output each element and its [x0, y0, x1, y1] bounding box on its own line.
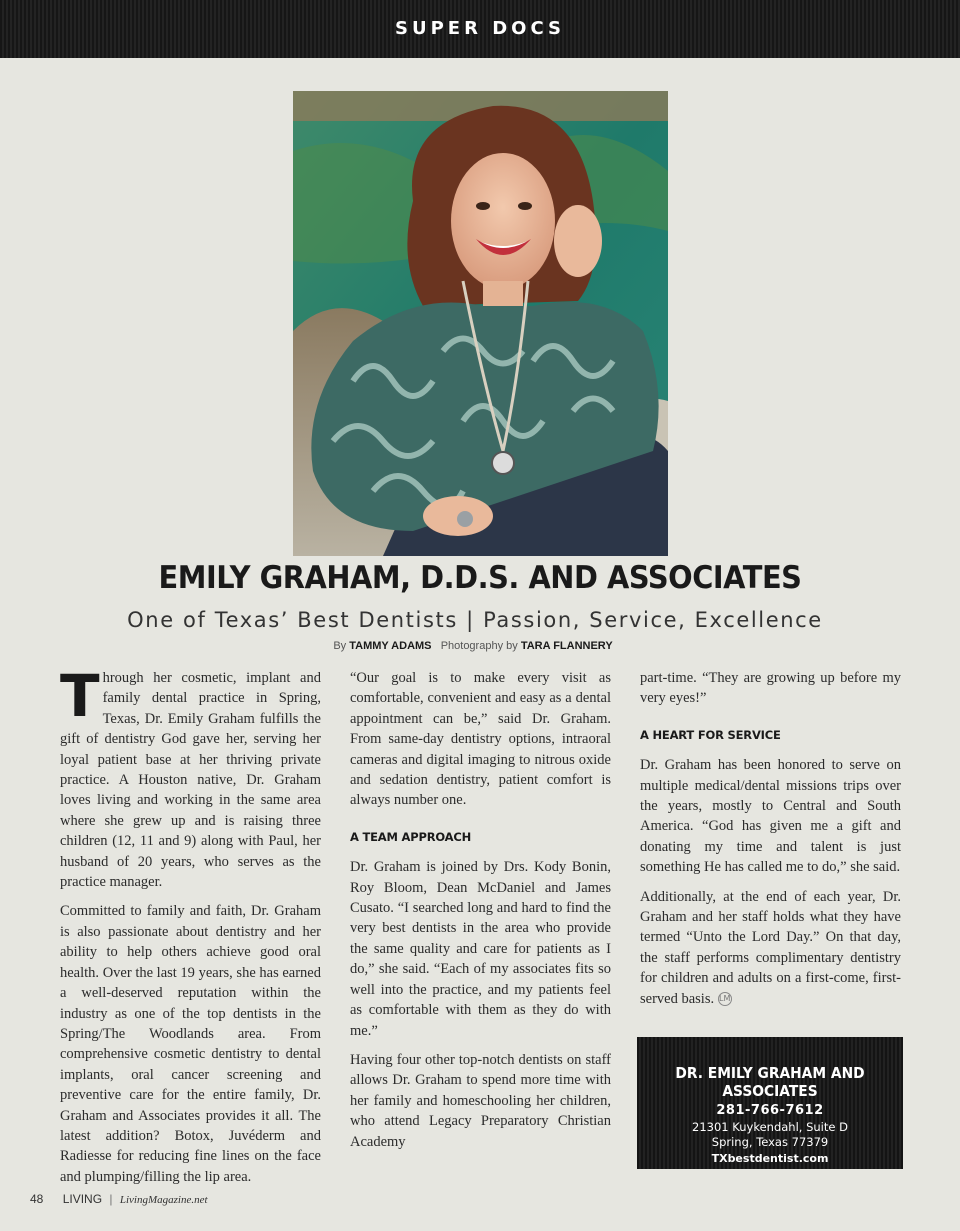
page-footer: [30, 1192, 208, 1206]
contact-box: [637, 1037, 903, 1169]
article-title: EMILY GRAHAM, D.D.S. AND ASSOCIATES: [158, 560, 802, 596]
paragraph: part-time. “They are growing up before my very eyes!”: [640, 670, 901, 707]
paragraph: [640, 887, 901, 1009]
paragraph: Having four other top-notch dentists on staff allows Dr. Graham to spend more time with her family and homeschooling her children, who attend Legacy Preparatory Christian Academy: [350, 1051, 611, 1150]
portrait-photo: [293, 91, 668, 556]
byline-by-label: By: [333, 640, 347, 652]
paragraph: Dr. Graham has been honored to serve on multiple medical/dental missions trips over the years, mostly to Central and South America. “God has given me a gift and donating my time and talent is just something He has called me to do,” she said.: [640, 757, 901, 876]
paragraph: [60, 662, 321, 892]
paragraph: “Our goal is to make every visit as comfortable, convenient and easy as a dental appointment can be,” said Dr. Graham. From same-day dentistry options, intraoral cameras and digital imaging to nitrous oxide and sedation dentistry, patient comfort is always number one.: [350, 670, 611, 809]
article-column-2: [350, 668, 611, 1161]
magazine-website: LivingMagazine.net: [119, 1194, 208, 1206]
contact-phone: 281-766-7612: [716, 1103, 824, 1118]
byline-author: TAMMY ADAMS: [349, 640, 432, 652]
contact-website: TXbestdentist.com: [711, 1152, 829, 1165]
page-number: 48: [30, 1192, 44, 1206]
subhead-heart-for-service: A HEART FOR SERVICE: [640, 727, 781, 742]
magazine-name: LIVING: [62, 1192, 103, 1206]
contact-address-line2: Spring, Texas 77379: [711, 1135, 829, 1149]
article-column-3: [640, 668, 901, 1018]
section-header-bar: [0, 0, 960, 58]
paragraph: Dr. Graham is joined by Drs. Kody Bonin, Roy Bloom, Dean McDaniel and James Cusato. “I searched long and hard to find the very best dentists in the area who provide the same quality and care for patients as I do,” she said. “Each of my associates fits so well into the practice, and my patients feel as comfortable with them as they do with me.”: [350, 859, 611, 1039]
contact-name: DR. EMILY GRAHAM AND ASSOCIATES: [675, 1064, 865, 1100]
paragraph: Committed to family and faith, Dr. Graham is also passionate about dentistry and her ability to help others achieve good oral health. Over the last 19 years, she has earned a well-deserved reputation within the industry as one of the top dentists in the Spring/The Woodlands area. From comprehensive cosmetic dentistry to dental implants, oral cancer screening and preventive care for the entire family, Dr. Graham and Associates provides it all. The latest addition? Botox, Juvéderm and Radiesse for reducing fine lines on the face and plumping/filling the lip area.: [60, 903, 321, 1185]
footer-separator: |: [109, 1192, 113, 1206]
byline: [0, 640, 946, 652]
paragraph-text: hrough her cosmetic, implant and family dental practice in Spring, Texas, Dr. Emily Graham fulfills the gift of dentistry God gave her, serving her loyal patient base at her thriving private practice. A Houston native, Dr. Graham loves living and working in the same area where she grew up and is raising three children (12, 11 and 9) along with Paul, her husband of 20 years, who serves as the practice manager.: [60, 670, 321, 891]
article-subtitle: One of Texas’ Best Dentists | Passion, Service, Excellence: [127, 608, 823, 632]
byline-photographer: TARA FLANNERY: [520, 640, 613, 652]
article-column-1: [60, 662, 321, 1196]
section-label: SUPER DOCS: [395, 17, 565, 39]
paragraph-text: Additionally, at the end of each year, Dr. Graham and her staff holds what they have termed “Unto the Lord Day.” On that day, the staff performs complimentary dentistry for children and adults on a first-come, first-served basis.: [640, 888, 901, 1007]
subhead-team-approach: A TEAM APPROACH: [350, 829, 471, 844]
contact-address-line1: 21301 Kuykendahl, Suite D: [692, 1120, 848, 1134]
drop-cap: T: [60, 662, 100, 730]
end-mark-icon: LM: [718, 992, 732, 1006]
byline-photo-label: Photography by: [440, 640, 518, 652]
